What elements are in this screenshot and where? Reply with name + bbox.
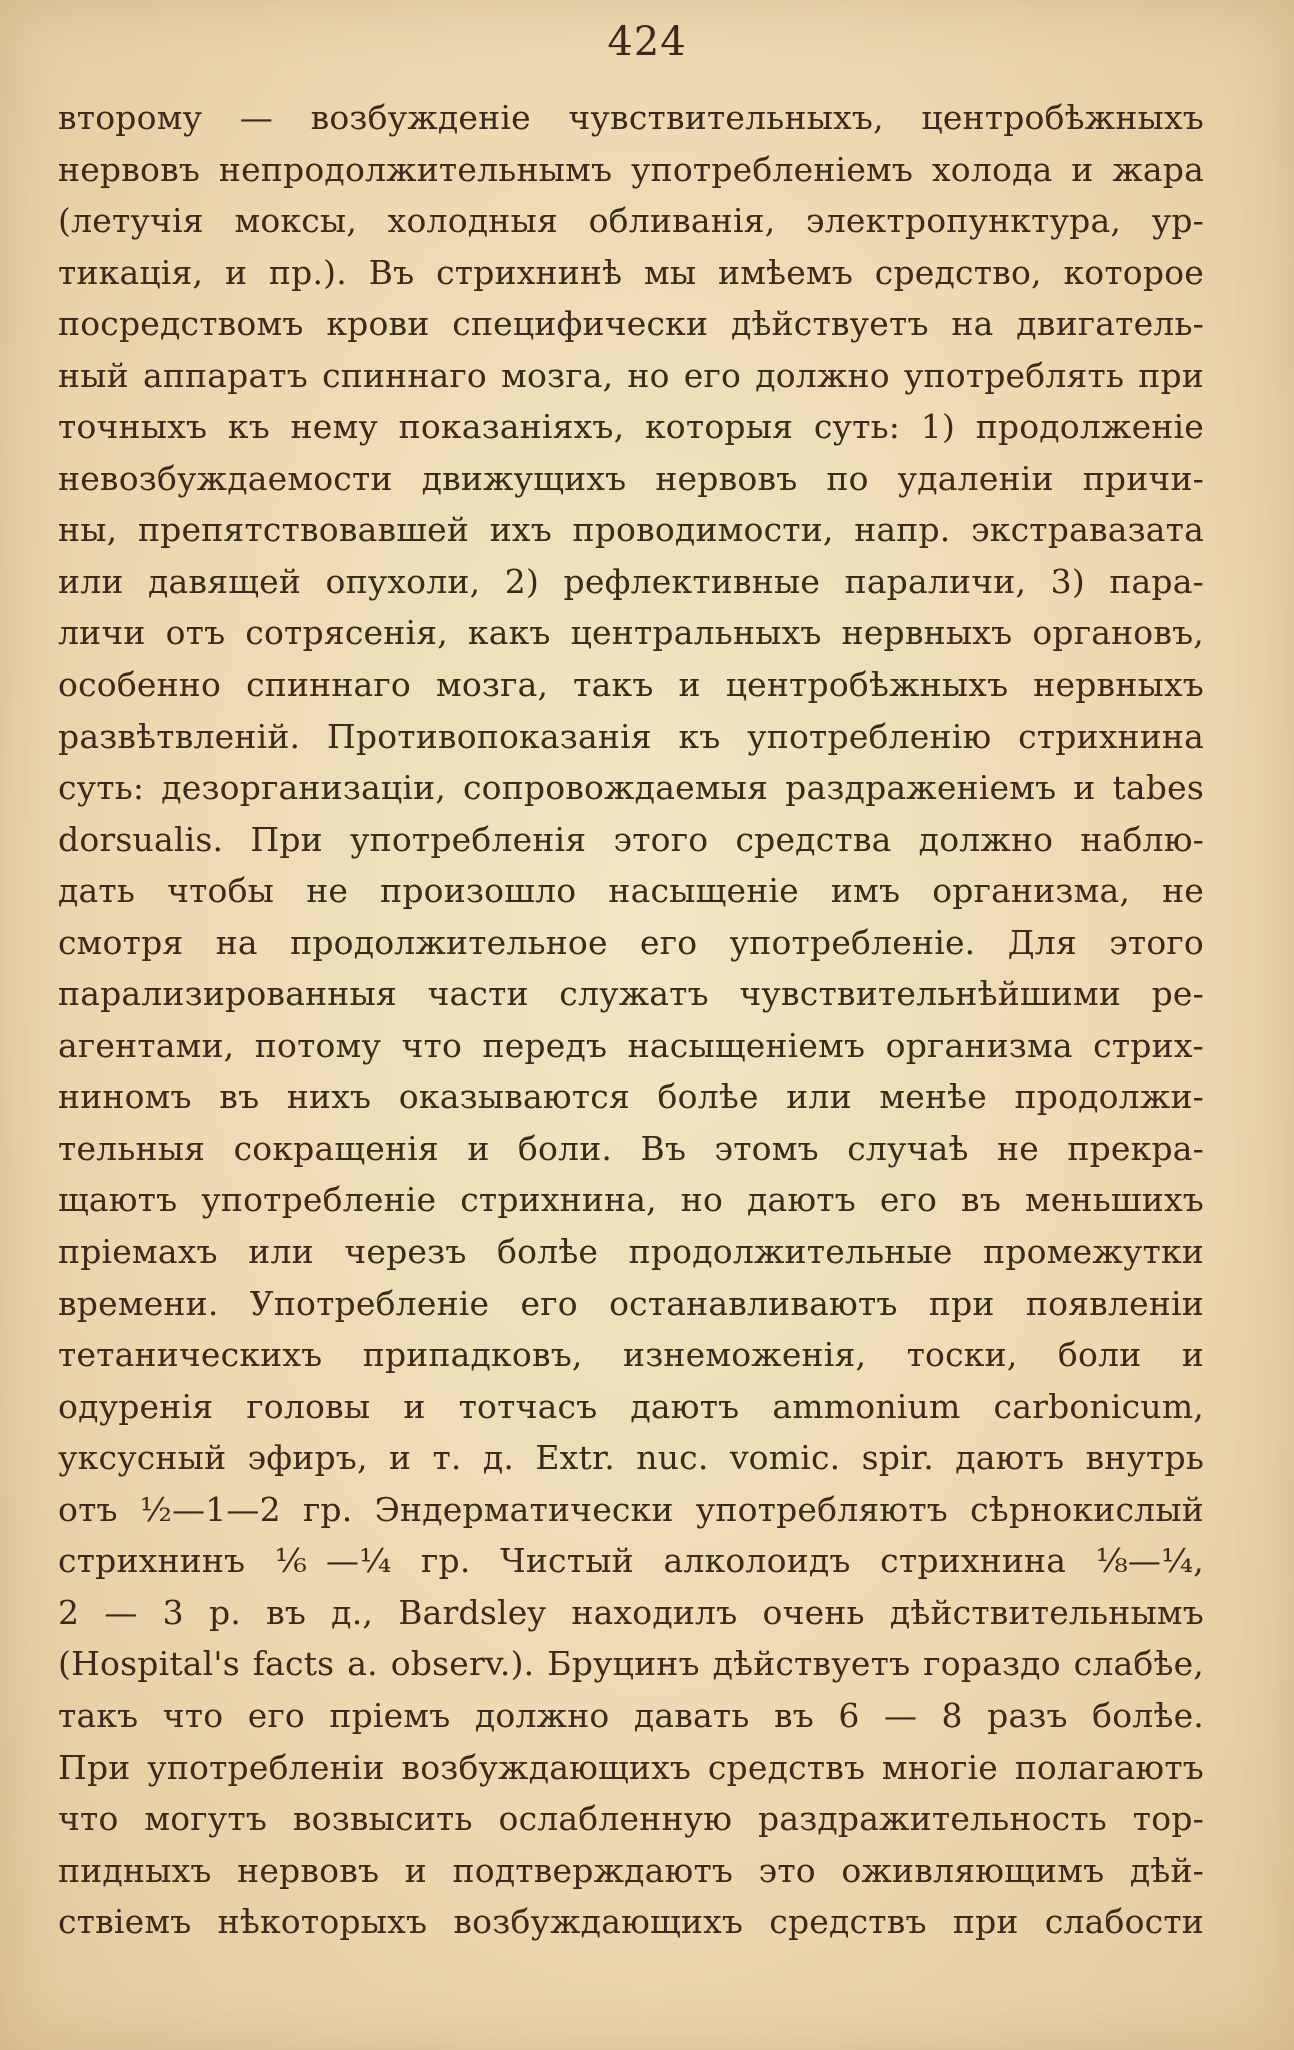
- text-line: тикація, и пр.). Въ стрихнинѣ мы имѣемъ средство, которое: [58, 252, 1204, 292]
- text-line: dorsualis. При употребленія этого средства должно наблю-: [58, 819, 1204, 859]
- text-line: одуренія головы и тотчасъ даютъ ammonium carbonicum,: [58, 1386, 1204, 1426]
- text-line: (летучія моксы, холодныя обливанія, электропунктура, ур-: [58, 201, 1204, 241]
- text-line: уксусный эфиръ, и т. д. Extr. nuc. vomic. spir. даютъ внутрь: [58, 1438, 1204, 1478]
- text-line: личи отъ сотрясенія, какъ центральныхъ нервныхъ органовъ,: [58, 613, 1204, 653]
- text-line: развѣтвленій. Противопоказанія къ употребленію стрихнина: [58, 716, 1204, 756]
- text-line: При употребленіи возбуждающихъ средствъ многіе полагаютъ: [58, 1747, 1204, 1787]
- text-line: парализированныя части служатъ чувствительнѣйшими ре-: [58, 974, 1204, 1014]
- text-line: ный аппаратъ спиннаго мозга, но его должно употреблять при: [58, 355, 1204, 395]
- text-line: стрихнинъ ⅙—¼ гр. Чистый алколоидъ стрихнина ⅛—¼,: [58, 1541, 1204, 1581]
- text-line: невозбуждаемости движущихъ нервовъ по удаленіи причи-: [58, 458, 1204, 498]
- text-line: суть: дезорганизаціи, сопровождаемыя раздраженіемъ и tabes: [58, 768, 1204, 808]
- text-line: пріемахъ или черезъ болѣе продолжительные промежутки: [58, 1232, 1204, 1272]
- text-line: отъ ½—1—2 гр. Эндерматически употребляютъ сѣрнокислый: [58, 1489, 1204, 1529]
- text-line: 2 — 3 р. въ д., Bardsley находилъ очень дѣйствительнымъ: [58, 1592, 1204, 1632]
- text-line: агентами, потому что передъ насыщеніемъ организма стрих-: [58, 1025, 1204, 1065]
- page-number: 424: [607, 19, 687, 65]
- text-line: тельныя сокращенія и боли. Въ этомъ случаѣ не прекра-: [58, 1128, 1204, 1168]
- text-line: пидныхъ нервовъ и подтверждаютъ это оживляющимъ дѣй-: [58, 1850, 1204, 1890]
- text-line: второму — возбужденіе чувствительныхъ, центробѣжныхъ: [58, 98, 1204, 137]
- text-line: тетаническихъ припадковъ, изнеможенія, тоски, боли и: [58, 1335, 1204, 1375]
- text-line: смотря на продолжительное его употребленіе. Для этого: [58, 922, 1204, 962]
- text-line: такъ что его пріемъ должно давать въ 6 — 8 разъ болѣе.: [58, 1695, 1204, 1735]
- text-line: (Hospital's facts a. observ.). Бруцинъ дѣйствуетъ гораздо слабѣе,: [58, 1644, 1204, 1684]
- text-line: дать чтобы не произошло насыщеніе имъ организма, не: [58, 871, 1204, 911]
- text-line: ны, препятствовавшей ихъ проводимости, напр. экстравазата: [58, 510, 1204, 550]
- text-line: точныхъ къ нему показаніяхъ, которыя суть: 1) продолженіе: [58, 407, 1204, 447]
- text-line: или давящей опухоли, 2) рефлективные параличи, 3) пара-: [58, 561, 1204, 601]
- text-line: времени. Употребленіе его останавливаютъ при появленіи: [58, 1283, 1204, 1323]
- text-line: щаютъ употребленіе стрихнина, но даютъ его въ меньшихъ: [58, 1180, 1204, 1220]
- text-line: что могутъ возвысить ослабленную раздражительность тор-: [58, 1799, 1204, 1839]
- body-text: [58, 92, 1204, 1948]
- text-line: ствіемъ нѣкоторыхъ возбуждающихъ средствъ при слабости: [58, 1902, 1204, 1942]
- text-line: особенно спиннаго мозга, такъ и центробѣжныхъ нервныхъ: [58, 665, 1204, 705]
- text-line: ниномъ въ нихъ оказываются болѣе или менѣе продолжи-: [58, 1077, 1204, 1117]
- text-line: нервовъ непродолжительнымъ употребленіемъ холода и жара: [58, 149, 1204, 189]
- text-line: посредствомъ крови специфически дѣйствуетъ на двигатель-: [58, 304, 1204, 344]
